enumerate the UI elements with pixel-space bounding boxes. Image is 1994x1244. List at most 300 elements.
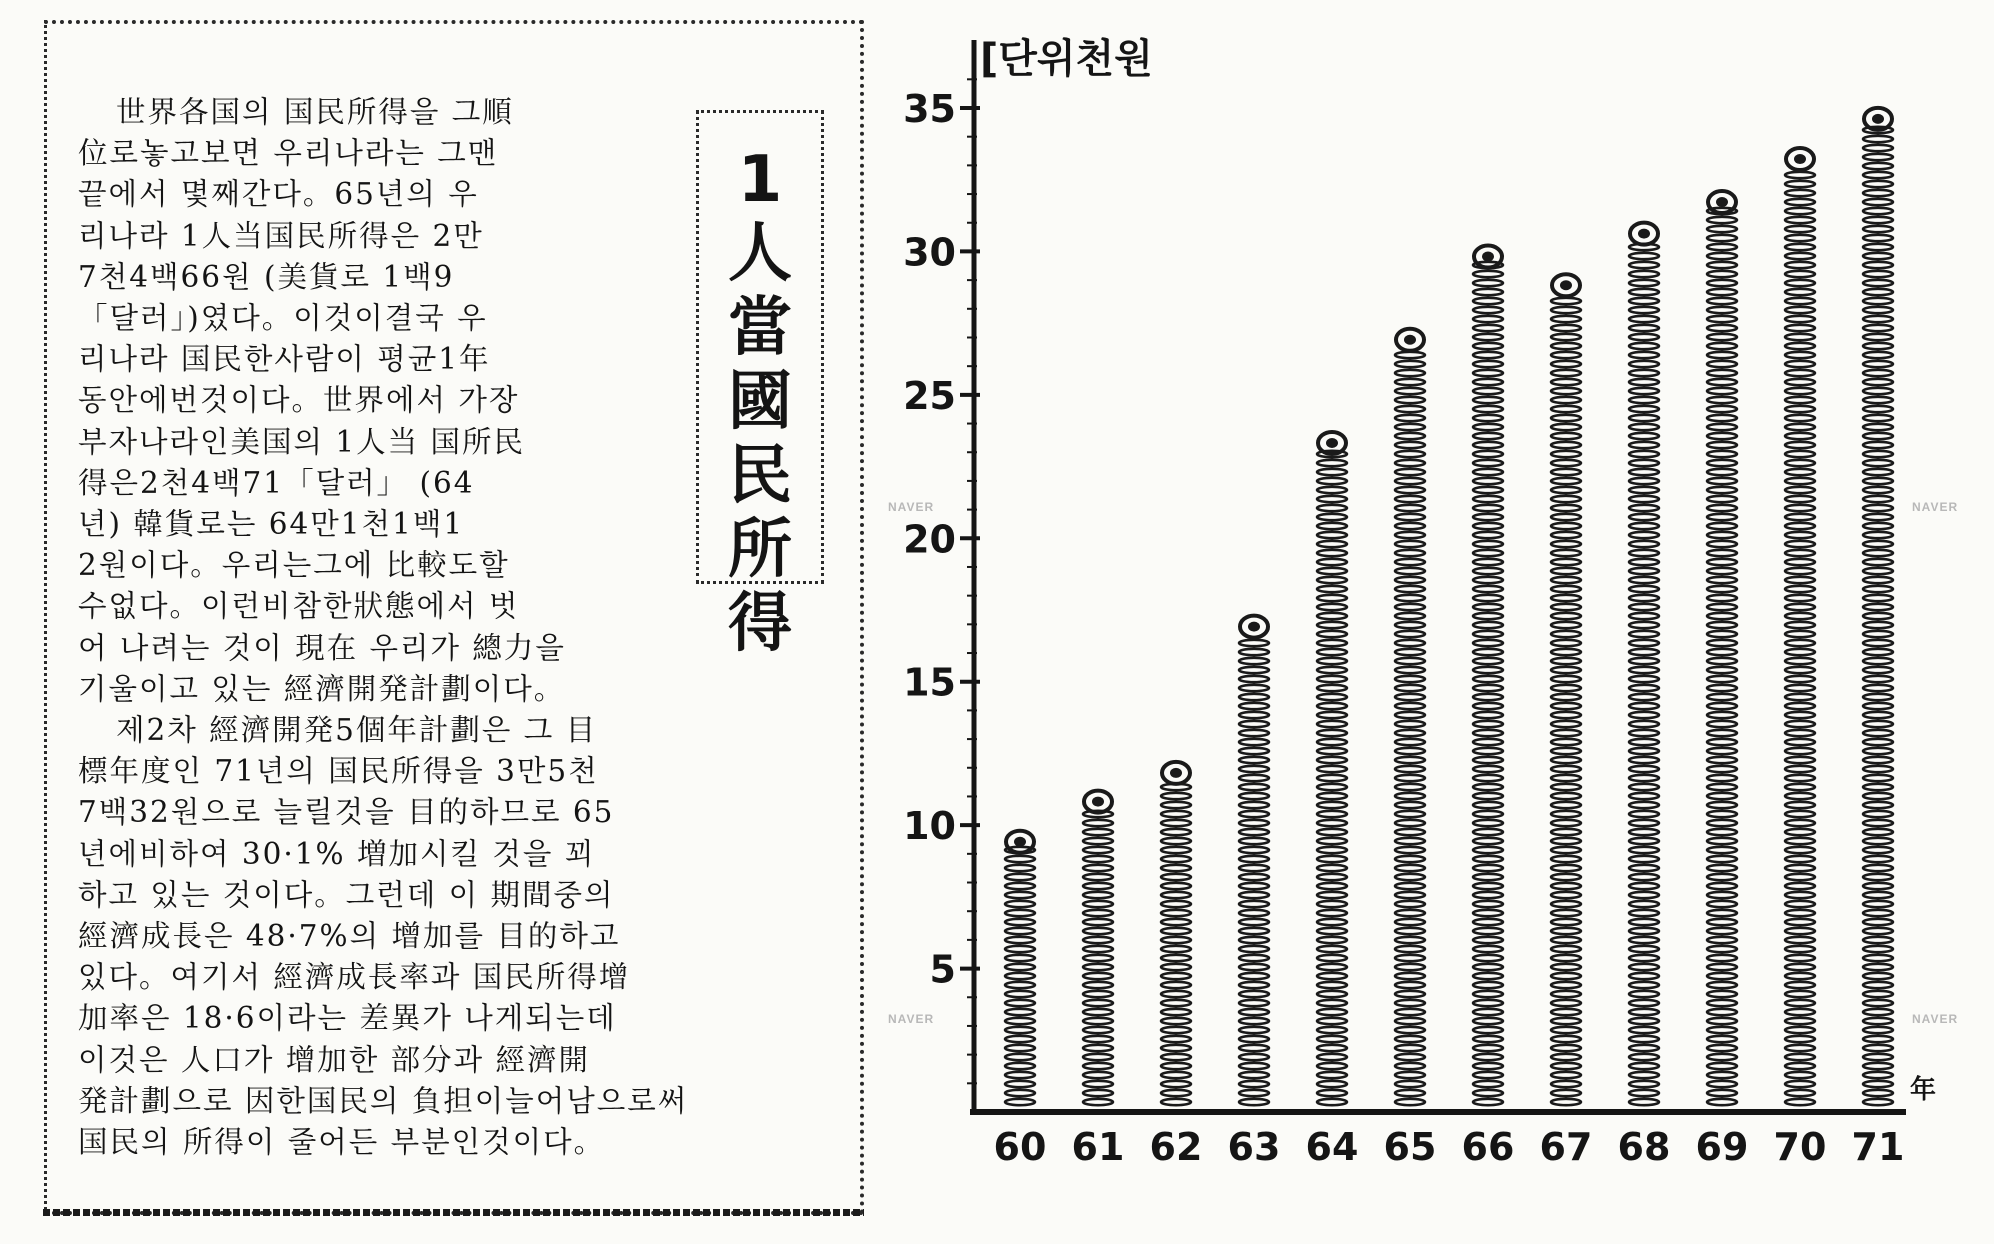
bar-stripe [1005, 964, 1035, 970]
bar-stripe [1317, 748, 1347, 754]
bar-stripe [1473, 1090, 1503, 1096]
bar-stripe [1161, 1036, 1191, 1042]
bar-stripe [1551, 496, 1581, 502]
bar-stripe [1395, 685, 1425, 691]
bar-stripe [1863, 721, 1893, 727]
bar-stripe [1551, 721, 1581, 727]
bar-cap-center [1170, 768, 1182, 778]
bar-65 [1395, 329, 1425, 1105]
bar-stripe [1395, 1018, 1425, 1024]
bar-stripe [1785, 253, 1815, 259]
bar-stripe [1863, 316, 1893, 322]
bar-stripe [1863, 271, 1893, 277]
article-line: 世界各国의 国民所得을 그順 [116, 95, 514, 129]
bar-stripe [1629, 856, 1659, 862]
bar-stripe [1785, 874, 1815, 880]
bar-stripe [1785, 172, 1815, 178]
bar-stripe [1473, 1000, 1503, 1006]
bar-stripe [1005, 1072, 1035, 1078]
bar-stripe [1083, 1000, 1113, 1006]
bar-stripe [1551, 352, 1581, 358]
bar-stripe [1395, 793, 1425, 799]
bar-stripe [1863, 226, 1893, 232]
bar-stripe [1239, 658, 1269, 664]
bar-stripe [1473, 937, 1503, 943]
bar-stripe [1005, 1090, 1035, 1096]
bar-stripe [1239, 955, 1269, 961]
bar-stripe [1473, 388, 1503, 394]
bar-stripe [1863, 307, 1893, 313]
bar-stripe [1707, 532, 1737, 538]
bar-stripe [1317, 982, 1347, 988]
headline-char: 得 [728, 587, 792, 661]
bar-stripe [1707, 928, 1737, 934]
bar-stripe [1161, 982, 1191, 988]
bar-stripe [1083, 1054, 1113, 1060]
bar-stripe [1785, 919, 1815, 925]
bar-stripe [1395, 1054, 1425, 1060]
bar-stripe [1863, 370, 1893, 376]
bar-stripe [1785, 883, 1815, 889]
bar-stripe [1785, 487, 1815, 493]
bar-stripe [1863, 658, 1893, 664]
bar-stripe [1317, 712, 1347, 718]
bar-stripe [1629, 937, 1659, 943]
bar-stripe [1317, 847, 1347, 853]
bar-stripe [1395, 1063, 1425, 1069]
bar-stripe [1629, 604, 1659, 610]
bar-stripe [1863, 964, 1893, 970]
bar-stripe [1863, 415, 1893, 421]
bar-stripe [1629, 352, 1659, 358]
bar-stripe [1395, 694, 1425, 700]
bar-stripe [1395, 550, 1425, 556]
bar-stripe [1629, 298, 1659, 304]
bar-stripe [1551, 775, 1581, 781]
bar-stripe [1551, 1072, 1581, 1078]
bar-stripe [1629, 658, 1659, 664]
bar-stripe [1395, 847, 1425, 853]
bar-stripe [1239, 730, 1269, 736]
bar-stripe [1395, 388, 1425, 394]
bar-stripe [1473, 487, 1503, 493]
bar-stripe [1395, 451, 1425, 457]
bar-stripe [1551, 334, 1581, 340]
bar-stripe [1629, 667, 1659, 673]
bar-stripe [1629, 982, 1659, 988]
bar-stripe [1707, 244, 1737, 250]
bar-stripe [1707, 748, 1737, 754]
bar-stripe [1473, 271, 1503, 277]
bar-stripe [1629, 766, 1659, 772]
bar-stripe [1707, 640, 1737, 646]
bar-stripe [1707, 937, 1737, 943]
bar-stripe [1005, 901, 1035, 907]
bar-stripe [1473, 595, 1503, 601]
bar-stripe [1551, 469, 1581, 475]
article-line: 어 나려는 것이 現在 우리가 總力을 [78, 630, 566, 665]
bar-stripe [1629, 406, 1659, 412]
bar-stripe [1083, 946, 1113, 952]
bar-stripe [1239, 856, 1269, 862]
bar-stripe [1629, 370, 1659, 376]
bar-stripe [1395, 586, 1425, 592]
bar-stripe [1395, 370, 1425, 376]
bar-stripe [1863, 442, 1893, 448]
bar-cap-center [1716, 197, 1728, 207]
bar-stripe [1629, 253, 1659, 259]
bar-stripe [1785, 937, 1815, 943]
bar-stripe [1863, 766, 1893, 772]
bar-stripe [1551, 757, 1581, 763]
bar-stripe [1473, 478, 1503, 484]
article-line: 리나라 国民한사람이 평균1年 [78, 342, 491, 377]
bar-stripe [1785, 298, 1815, 304]
bar-stripe [1707, 982, 1737, 988]
bar-cap-center [1872, 114, 1884, 124]
bar-stripe [1785, 433, 1815, 439]
bar-stripe [1395, 874, 1425, 880]
bar-stripe [1707, 730, 1737, 736]
bar-stripe [1785, 604, 1815, 610]
bar-stripe [1317, 937, 1347, 943]
bar-stripe [1005, 865, 1035, 871]
bar-stripe [1629, 568, 1659, 574]
bar-cap-center [1326, 438, 1338, 448]
bar-stripe [1785, 631, 1815, 637]
bar-stripe [1161, 811, 1191, 817]
watermark: NAVER [1912, 1012, 1959, 1026]
bar-stripe [1473, 667, 1503, 673]
bar-stripe [1473, 415, 1503, 421]
bar-stripe [1785, 568, 1815, 574]
bar-stripe [1551, 919, 1581, 925]
bar-stripe [1863, 217, 1893, 223]
bar-stripe [1473, 1099, 1503, 1105]
bar-stripe [1629, 892, 1659, 898]
bar-stripe [1473, 856, 1503, 862]
bar-stripe [1395, 406, 1425, 412]
bar-stripe [1863, 856, 1893, 862]
bar-stripe [1863, 262, 1893, 268]
bar-stripe [1863, 343, 1893, 349]
bar-stripe [1395, 424, 1425, 430]
bar-stripe [1551, 865, 1581, 871]
bar-stripe [1785, 694, 1815, 700]
bar-stripe [1629, 820, 1659, 826]
bar-stripe [1707, 775, 1737, 781]
bar-63 [1239, 616, 1269, 1106]
bar-stripe [1239, 802, 1269, 808]
bar-stripe [1551, 820, 1581, 826]
bar-stripe [1161, 973, 1191, 979]
bar-stripe [1863, 883, 1893, 889]
bar-stripe [1629, 388, 1659, 394]
bar-stripe [1083, 1099, 1113, 1105]
bar-stripe [1707, 658, 1737, 664]
bar-stripe [1083, 1081, 1113, 1087]
bar-stripe [1395, 910, 1425, 916]
x-tick-label: 66 [1461, 1125, 1515, 1169]
bar-stripe [1863, 685, 1893, 691]
bar-stripe [1551, 1045, 1581, 1051]
bar-stripe [1473, 694, 1503, 700]
article-line: 동안에번것이다。世界에서 가장 [78, 383, 520, 418]
bar-stripe [1785, 1099, 1815, 1105]
bar-stripe [1863, 1000, 1893, 1006]
bar-stripe [1785, 199, 1815, 205]
bar-stripe [1239, 1009, 1269, 1015]
bar-stripe [1707, 703, 1737, 709]
bar-stripe [1395, 541, 1425, 547]
bar-stripe [1551, 1081, 1581, 1087]
bar-stripe [1395, 892, 1425, 898]
bar-stripe [1239, 1036, 1269, 1042]
bar-stripe [1317, 532, 1347, 538]
bar-stripe [1551, 316, 1581, 322]
bar-stripe [1317, 1099, 1347, 1105]
bar-stripe [1239, 829, 1269, 835]
bar-stripe [1785, 784, 1815, 790]
bar-stripe [1551, 478, 1581, 484]
bar-stripe [1785, 1072, 1815, 1078]
bar-stripe [1317, 478, 1347, 484]
bar-stripe [1317, 487, 1347, 493]
bar-stripe [1395, 811, 1425, 817]
bar-stripe [1785, 703, 1815, 709]
bar-stripe [1161, 1063, 1191, 1069]
bar-stripe [1161, 901, 1191, 907]
bar-stripe [1395, 739, 1425, 745]
bar-stripe [1395, 1072, 1425, 1078]
bar-stripe [1473, 649, 1503, 655]
bar-stripe [1551, 658, 1581, 664]
bar-stripe [1707, 1036, 1737, 1042]
bar-stripe [1551, 811, 1581, 817]
bar-stripe [1083, 820, 1113, 826]
bar-stripe [1317, 595, 1347, 601]
bar-stripe [1785, 667, 1815, 673]
bar-stripe [1707, 820, 1737, 826]
bar-stripe [1161, 937, 1191, 943]
bar-stripe [1863, 982, 1893, 988]
bar-stripe [1473, 838, 1503, 844]
bar-stripe [1005, 883, 1035, 889]
bar-stripe [1551, 415, 1581, 421]
bar-stripe [1629, 1090, 1659, 1096]
bar-stripe [1551, 766, 1581, 772]
bar-stripe [1863, 901, 1893, 907]
bar-stripe [1317, 1072, 1347, 1078]
bar-stripe [1863, 757, 1893, 763]
bar-stripe [1317, 1081, 1347, 1087]
article-line: 끝에서 몇째간다。65년의 우 [78, 177, 479, 212]
bar-stripe [1239, 964, 1269, 970]
bar-stripe [1317, 1090, 1347, 1096]
bar-stripe [1551, 1000, 1581, 1006]
bar-stripe [1863, 406, 1893, 412]
bar-stripe [1785, 451, 1815, 457]
bar-60 [1005, 831, 1035, 1105]
bar-stripe [1863, 577, 1893, 583]
bar-stripe [1785, 1018, 1815, 1024]
bar-stripe [1785, 910, 1815, 916]
x-tick-label: 64 [1305, 1125, 1359, 1169]
bar-stripe [1317, 865, 1347, 871]
bar-stripe [1785, 865, 1815, 871]
bar-stripe [1629, 523, 1659, 529]
bar-stripe [1473, 874, 1503, 880]
bar-stripe [1239, 748, 1269, 754]
headline-char: 人 [728, 217, 792, 291]
bar-stripe [1785, 496, 1815, 502]
bar-stripe [1317, 757, 1347, 763]
bar-stripe [1707, 829, 1737, 835]
bar-stripe [1785, 847, 1815, 853]
bar-stripe [1083, 1018, 1113, 1024]
bar-stripe [1395, 1099, 1425, 1105]
y-tick-label: 25 [903, 373, 956, 418]
bar-stripe [1707, 712, 1737, 718]
bar-stripe [1239, 883, 1269, 889]
bar-stripe [1005, 1045, 1035, 1051]
bar-stripe [1551, 1054, 1581, 1060]
bar-stripe [1863, 793, 1893, 799]
headline-char: 當 [728, 291, 792, 365]
bar-stripe [1317, 649, 1347, 655]
bar-stripe [1161, 856, 1191, 862]
bar-stripe [1863, 136, 1893, 142]
bar-cap-center [1248, 622, 1260, 632]
bar-stripe [1083, 973, 1113, 979]
bar-stripe [1239, 901, 1269, 907]
bar-stripe [1239, 1072, 1269, 1078]
bar-cap-center [1404, 335, 1416, 345]
bar-stripe [1629, 343, 1659, 349]
article-line: 発計劃으로 因한国民의 負担이늘어남으로써 [78, 1083, 689, 1118]
bar-68 [1629, 223, 1659, 1106]
bar-stripe [1707, 622, 1737, 628]
bar-stripe [1161, 964, 1191, 970]
bar-stripe [1551, 829, 1581, 835]
bar-stripe [1707, 505, 1737, 511]
article-line: 7천4백66원 (美貨로 1백9 [78, 259, 455, 294]
bar-stripe [1395, 1000, 1425, 1006]
bar-stripe [1863, 730, 1893, 736]
bar-stripe [1629, 496, 1659, 502]
bar-stripe [1863, 676, 1893, 682]
bar-stripe [1863, 325, 1893, 331]
x-tick-label: 62 [1149, 1125, 1203, 1169]
bar-stripe [1785, 307, 1815, 313]
bar-stripe [1785, 289, 1815, 295]
bar-stripe [1239, 757, 1269, 763]
bar-stripe [1317, 1009, 1347, 1015]
bar-stripe [1395, 478, 1425, 484]
bar-61 [1083, 791, 1113, 1106]
bar-stripe [1473, 1072, 1503, 1078]
bar-stripe [1161, 946, 1191, 952]
bar-stripe [1473, 316, 1503, 322]
bar-stripe [1629, 721, 1659, 727]
bar-stripe [1863, 910, 1893, 916]
bar-stripe [1785, 469, 1815, 475]
bar-stripe [1707, 1063, 1737, 1069]
bar-stripe [1707, 568, 1737, 574]
bar-stripe [1785, 802, 1815, 808]
bar-stripe [1317, 811, 1347, 817]
bar-stripe [1707, 694, 1737, 700]
bar-stripe [1785, 730, 1815, 736]
bar-stripe [1629, 415, 1659, 421]
bar-stripe [1161, 829, 1191, 835]
bar-stripe [1551, 604, 1581, 610]
bar-stripe [1629, 586, 1659, 592]
bar-stripe [1629, 838, 1659, 844]
bar-stripe [1239, 1054, 1269, 1060]
bar-stripe [1239, 919, 1269, 925]
bar-stripe [1317, 901, 1347, 907]
bar-stripe [1395, 658, 1425, 664]
bar-stripe [1863, 874, 1893, 880]
bar-stripe [1317, 550, 1347, 556]
bar-stripe [1629, 541, 1659, 547]
bar-stripe [1473, 604, 1503, 610]
bar-stripe [1707, 262, 1737, 268]
bar-stripe [1629, 1036, 1659, 1042]
bar-stripe [1083, 838, 1113, 844]
bar-stripe [1863, 775, 1893, 781]
bar-stripe [1473, 631, 1503, 637]
bar-stripe [1707, 361, 1737, 367]
headline-char: 所 [728, 513, 792, 587]
bar-stripe [1317, 631, 1347, 637]
bar-stripe [1707, 955, 1737, 961]
bar-stripe [1551, 442, 1581, 448]
bar-stripe [1551, 955, 1581, 961]
bar-stripe [1317, 784, 1347, 790]
bar-stripe [1551, 847, 1581, 853]
bar-stripe [1005, 928, 1035, 934]
bar-stripe [1629, 1099, 1659, 1105]
bar-stripe [1863, 532, 1893, 538]
bar-stripe [1785, 1045, 1815, 1051]
bar-stripe [1629, 883, 1659, 889]
bar-stripe [1395, 946, 1425, 952]
bar-cap-center [1794, 154, 1806, 164]
bar-stripe [1239, 1063, 1269, 1069]
bar-stripe [1551, 685, 1581, 691]
bar-stripe [1707, 298, 1737, 304]
bar-stripe [1785, 514, 1815, 520]
bar-stripe [1473, 658, 1503, 664]
bar-stripe [1239, 1099, 1269, 1105]
bar-stripe [1629, 622, 1659, 628]
bar-stripe [1395, 1081, 1425, 1087]
bar-stripe [1395, 577, 1425, 583]
bar-stripe [1707, 343, 1737, 349]
bar-stripe [1707, 370, 1737, 376]
bar-stripe [1629, 316, 1659, 322]
bar-stripe [1317, 793, 1347, 799]
bar-stripe [1395, 784, 1425, 790]
bar-stripe [1473, 406, 1503, 412]
bar-stripe [1473, 712, 1503, 718]
bar-stripe [1629, 379, 1659, 385]
bar-stripe [1473, 280, 1503, 286]
bar-stripe [1083, 919, 1113, 925]
bar-stripe [1629, 730, 1659, 736]
